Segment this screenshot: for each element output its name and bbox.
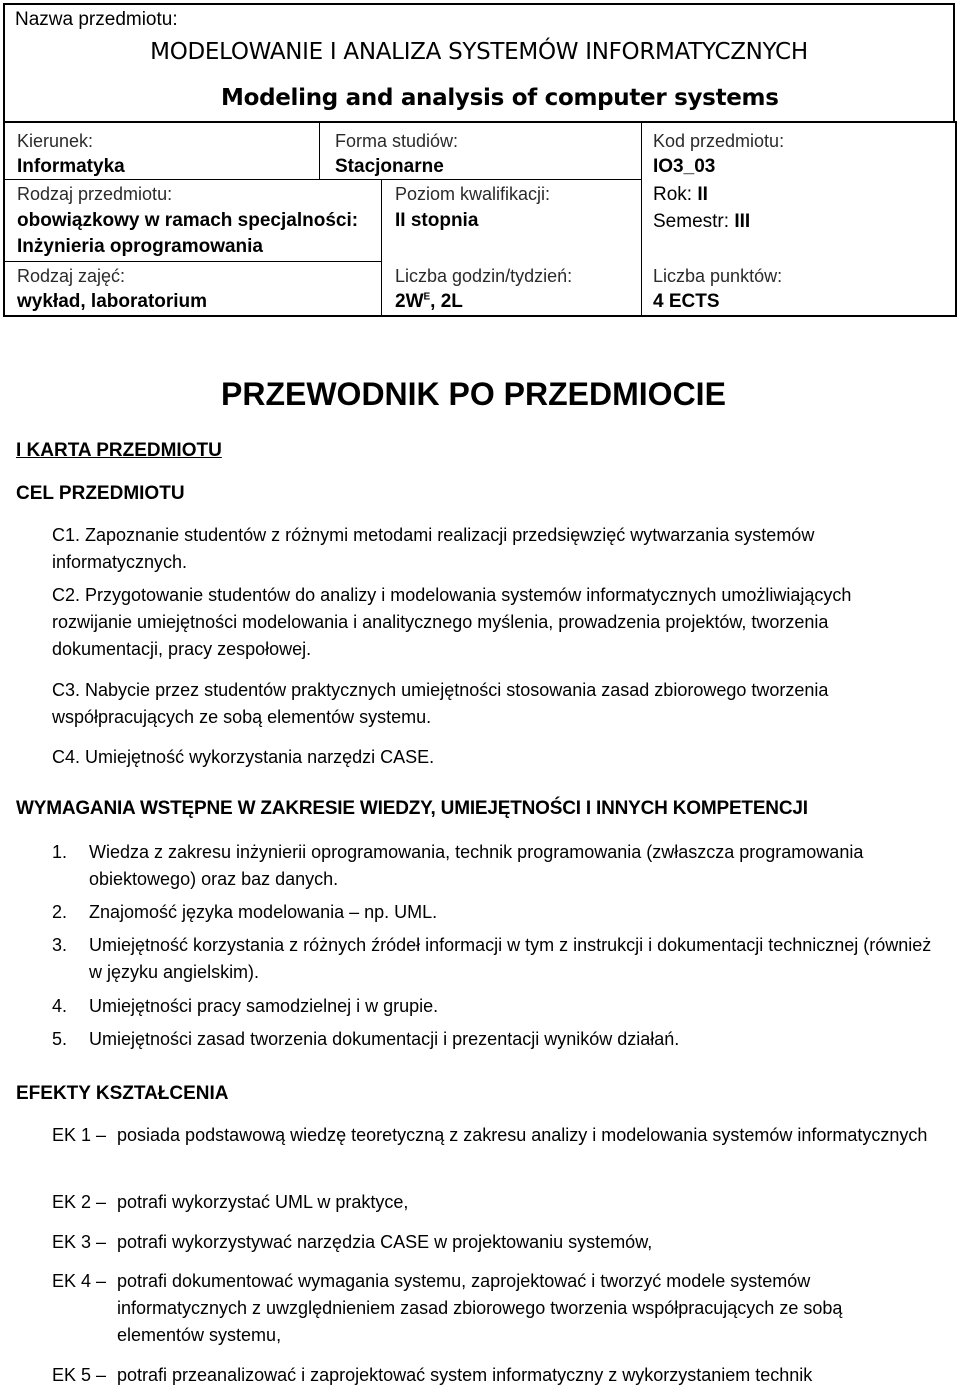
requirement-text: Umiejętność korzystania z różnych źródeł informacji w tym z instrukcji i dokumentacji technicznej (również w języku angielskim). bbox=[89, 935, 932, 982]
effect-text: potrafi wykorzystywać narzędzia CASE w projektowaniu systemów, bbox=[117, 1232, 653, 1252]
rok-value: II bbox=[697, 184, 708, 205]
goal-number: C2. bbox=[52, 585, 81, 605]
effects-heading: EFEKTY KSZTAŁCENIA bbox=[16, 1083, 229, 1104]
rodzaj-value-2: Inżynieria oprogramowania bbox=[17, 236, 263, 257]
requirement-text: Umiejętności zasad tworzenia dokumentacji i prezentacji wyników działań. bbox=[89, 1029, 680, 1049]
poziom-value: II stopnia bbox=[395, 210, 479, 231]
goal-text: Nabycie przez studentów praktycznych umiejętności stosowania zasad zbiorowego tworzenia współpracujących ze sobą elementów systemu. bbox=[52, 680, 829, 727]
goal-c3 bbox=[52, 677, 942, 731]
goal-c2 bbox=[52, 582, 932, 663]
requirement-item bbox=[52, 839, 932, 893]
forma-label: Forma studiów: bbox=[335, 131, 459, 151]
rodzaj-label: Rodzaj przedmiotu: bbox=[17, 184, 173, 204]
punkty-value: 4 ECTS bbox=[653, 291, 720, 312]
goal-c4 bbox=[52, 744, 932, 771]
effect-code: EK 2 – bbox=[52, 1192, 107, 1212]
poziom-label: Poziom kwalifikacji: bbox=[395, 184, 551, 204]
requirement-number: 5. bbox=[52, 1029, 68, 1049]
divider bbox=[5, 261, 381, 262]
requirements-heading: WYMAGANIA WSTĘPNE W ZAKRESIE WIEDZY, UMIEJĘTNOŚCI I INNYCH KOMPETENCJI bbox=[16, 798, 808, 819]
effect-item bbox=[52, 1362, 932, 1389]
godziny-value-b: , 2L bbox=[430, 291, 463, 312]
zajecia-value: wykład, laboratorium bbox=[17, 291, 208, 312]
forma-value: Stacjonarne bbox=[335, 156, 444, 177]
semestr-field bbox=[653, 211, 750, 233]
requirement-number: 1. bbox=[52, 842, 68, 862]
subject-info-table bbox=[3, 121, 957, 317]
divider bbox=[319, 123, 320, 179]
subject-title-pl: MODELOWANIE I ANALIZA SYSTEMÓW INFORMATYCZNYCH bbox=[150, 39, 808, 65]
effect-text: potrafi dokumentować wymagania systemu, zaprojektować i tworzyć modele systemów informatycznych z uwzględnieniem zasad zbiorowego tworzenia współpracujących ze sobą elementów systemu, bbox=[117, 1271, 843, 1345]
divider bbox=[641, 123, 642, 315]
divider bbox=[5, 179, 641, 180]
effect-item bbox=[52, 1189, 932, 1216]
goal-number: C1. bbox=[52, 525, 81, 545]
effect-item bbox=[52, 1122, 932, 1149]
effect-code: EK 5 – bbox=[52, 1365, 107, 1385]
effect-code: EK 4 – bbox=[52, 1271, 107, 1291]
goal-text: Przygotowanie studentów do analizy i modelowania systemów informatycznych umożliwiających rozwijanie umiejętności modelowania i analitycznego myślenia, prowadzenia projektów, tworzenia dokumentacji, pracy zespołowej. bbox=[52, 585, 852, 659]
header-box bbox=[3, 3, 955, 123]
godziny-value-a: 2W bbox=[395, 291, 424, 312]
effect-item bbox=[52, 1229, 932, 1256]
karta-heading: I KARTA PRZEDMIOTU bbox=[16, 440, 222, 461]
zajecia-label: Rodzaj zajęć: bbox=[17, 266, 126, 286]
kod-value: IO3_03 bbox=[653, 156, 716, 177]
requirement-number: 3. bbox=[52, 935, 68, 955]
requirement-item bbox=[52, 899, 932, 926]
guide-title: PRZEWODNIK PO PRZEDMIOCIE bbox=[221, 376, 726, 412]
godziny-sup: E bbox=[423, 291, 431, 303]
requirement-number: 4. bbox=[52, 996, 68, 1016]
goal-c1 bbox=[52, 522, 932, 576]
rodzaj-value-1: obowiązkowy w ramach specjalności: bbox=[17, 210, 359, 231]
rok-field bbox=[653, 184, 708, 206]
requirement-text: Umiejętności pracy samodzielnej i w grupie. bbox=[89, 996, 439, 1016]
divider bbox=[381, 179, 382, 315]
requirement-text: Znajomość języka modelowania – np. UML. bbox=[89, 902, 438, 922]
goal-number: C3. bbox=[52, 680, 81, 700]
requirement-item bbox=[52, 932, 932, 986]
requirement-item bbox=[52, 993, 932, 1020]
cel-heading: CEL PRZEDMIOTU bbox=[16, 483, 185, 504]
requirement-number: 2. bbox=[52, 902, 68, 922]
effect-code: EK 3 – bbox=[52, 1232, 107, 1252]
goal-text: Zapoznanie studentów z różnymi metodami realizacji przedsięwzięć wytwarzania systemów informatycznych. bbox=[52, 525, 815, 572]
requirement-text: Wiedza z zakresu inżynierii oprogramowania, technik programowania (zwłaszcza programowania obiektowego) oraz baz danych. bbox=[89, 842, 864, 889]
effect-text: posiada podstawową wiedzę teoretyczną z zakresu analizy i modelowania systemów informatycznych bbox=[117, 1125, 928, 1145]
effect-text: potrafi wykorzystać UML w praktyce, bbox=[117, 1192, 409, 1212]
effect-item bbox=[52, 1268, 932, 1349]
kod-label: Kod przedmiotu: bbox=[653, 131, 785, 151]
rok-label: Rok: bbox=[653, 184, 693, 205]
requirement-item bbox=[52, 1026, 932, 1053]
kierunek-value: Informatyka bbox=[17, 156, 125, 177]
goal-number: C4. bbox=[52, 747, 81, 767]
semestr-value: III bbox=[734, 211, 751, 232]
effect-code: EK 1 – bbox=[52, 1125, 107, 1145]
subject-name-label: Nazwa przedmiotu: bbox=[15, 9, 178, 30]
godziny-value bbox=[395, 291, 463, 313]
semestr-label: Semestr: bbox=[653, 211, 730, 232]
godziny-label: Liczba godzin/tydzień: bbox=[395, 266, 573, 286]
kierunek-label: Kierunek: bbox=[17, 131, 94, 151]
goal-text: Umiejętność wykorzystania narzędzi CASE. bbox=[85, 747, 435, 767]
effect-text: potrafi przeanalizować i zaprojektować system informatyczny z wykorzystaniem technik bbox=[117, 1365, 813, 1385]
punkty-label: Liczba punktów: bbox=[653, 266, 783, 286]
subject-title-en: Modeling and analysis of computer systems bbox=[221, 85, 779, 111]
